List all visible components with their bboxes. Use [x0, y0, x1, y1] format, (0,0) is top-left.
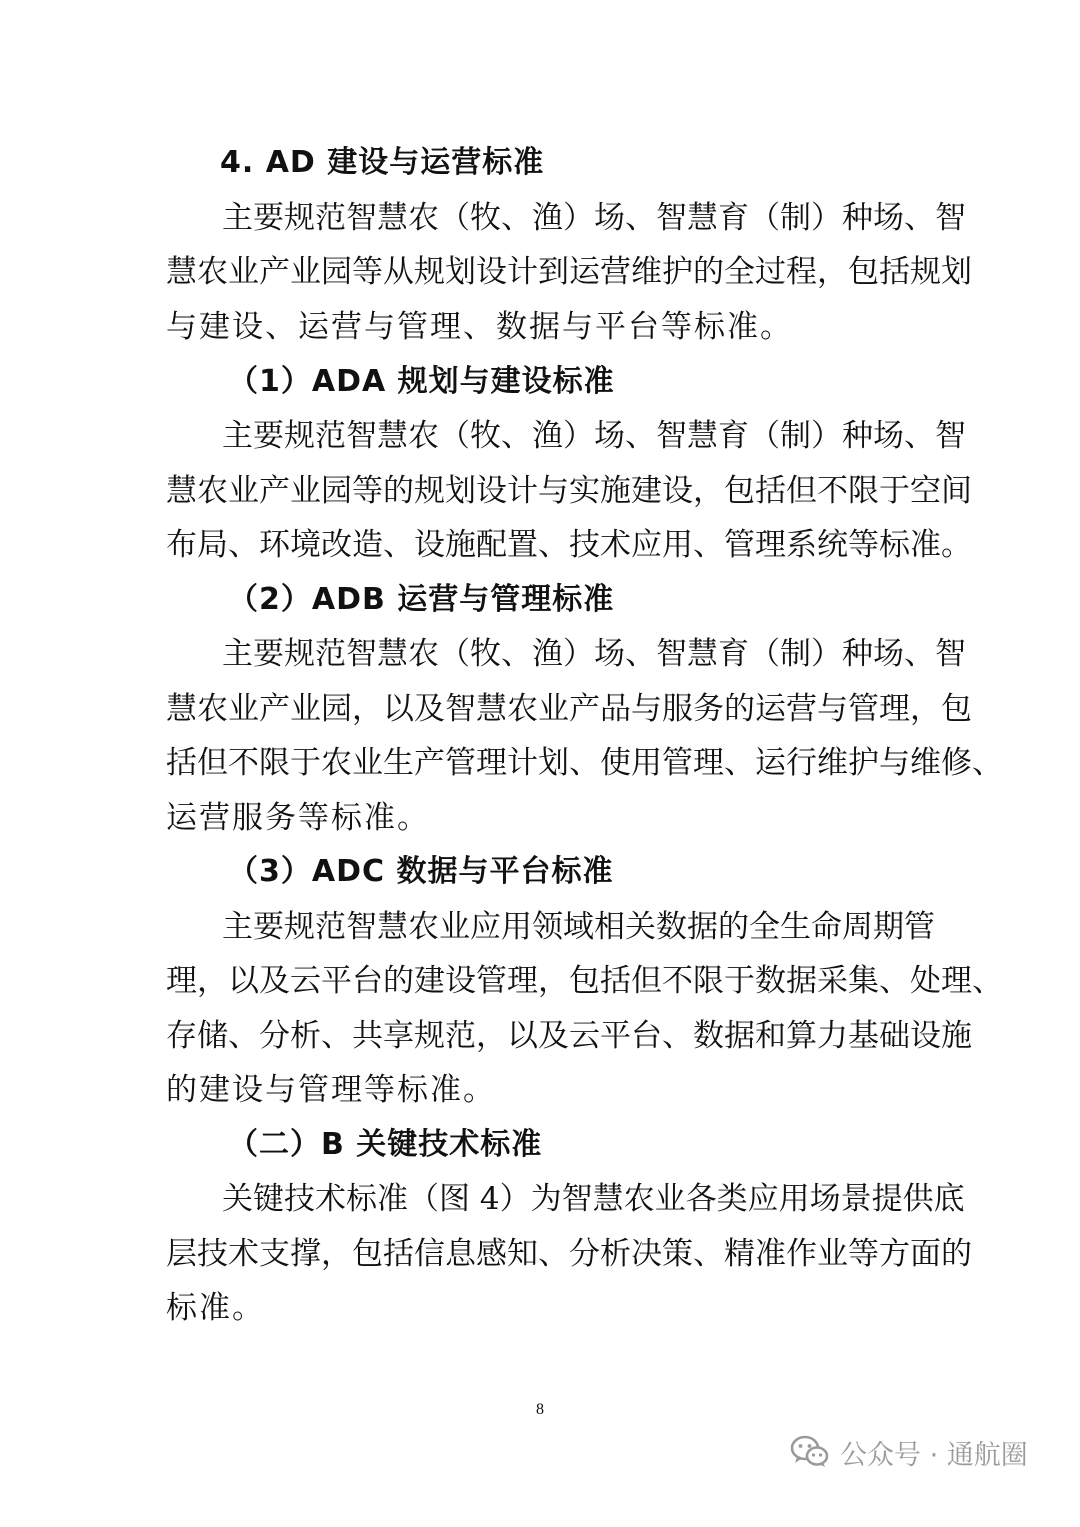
- paragraph-line: 与建设、运营与管理、数据与平台等标准。: [166, 309, 793, 345]
- subheading-b-key-tech: （二）B 关键技术标准: [228, 1127, 543, 1162]
- paragraph-line: 主要规范智慧农（牧、渔）场、智慧育（制）种场、智: [222, 200, 966, 236]
- subheading-ada: （1）ADA 规划与建设标准: [228, 364, 615, 399]
- page-number: 8: [536, 1401, 544, 1418]
- paragraph-line: 存储、分析、共享规范，以及云平台、数据和算力基础设施: [166, 1018, 972, 1054]
- paragraph-line: 理，以及云平台的建设管理，包括但不限于数据采集、处理、: [166, 963, 1003, 999]
- subheading-adc: （3）ADC 数据与平台标准: [228, 854, 614, 889]
- paragraph-line: 运营服务等标准。: [166, 800, 430, 836]
- paragraph-line: 标准。: [166, 1290, 265, 1326]
- paragraph-line: 层技术支撑，包括信息感知、分析决策、精准作业等方面的: [166, 1236, 972, 1272]
- wechat-icon: [790, 1435, 830, 1469]
- paragraph-line: 慧农业产业园等从规划设计到运营维护的全过程，包括规划: [166, 254, 972, 290]
- paragraph-line: 慧农业产业园等的规划设计与实施建设，包括但不限于空间: [166, 473, 972, 509]
- paragraph-line: 的建设与管理等标准。: [166, 1072, 496, 1108]
- paragraph-line: 主要规范智慧农（牧、渔）场、智慧育（制）种场、智: [222, 636, 966, 672]
- paragraph-line: 关键技术标准（图 4）为智慧农业各类应用场景提供底: [222, 1181, 965, 1217]
- paragraph-line: 主要规范智慧农（牧、渔）场、智慧育（制）种场、智: [222, 418, 966, 454]
- paragraph-line: 主要规范智慧农业应用领域相关数据的全生命周期管: [222, 909, 935, 945]
- subheading-adb: （2）ADB 运营与管理标准: [228, 582, 615, 617]
- watermark-text: 公众号 · 通航圈: [840, 1439, 1028, 1471]
- heading-4-ad: 4. AD 建设与运营标准: [220, 145, 545, 180]
- paragraph-line: 布局、环境改造、设施配置、技术应用、管理系统等标准。: [166, 527, 972, 563]
- paragraph-line: 括但不限于农业生产管理计划、使用管理、运行维护与维修、: [166, 745, 1003, 781]
- watermark: [790, 1432, 1028, 1472]
- paragraph-line: 慧农业产业园，以及智慧农业产品与服务的运营与管理，包: [166, 691, 972, 727]
